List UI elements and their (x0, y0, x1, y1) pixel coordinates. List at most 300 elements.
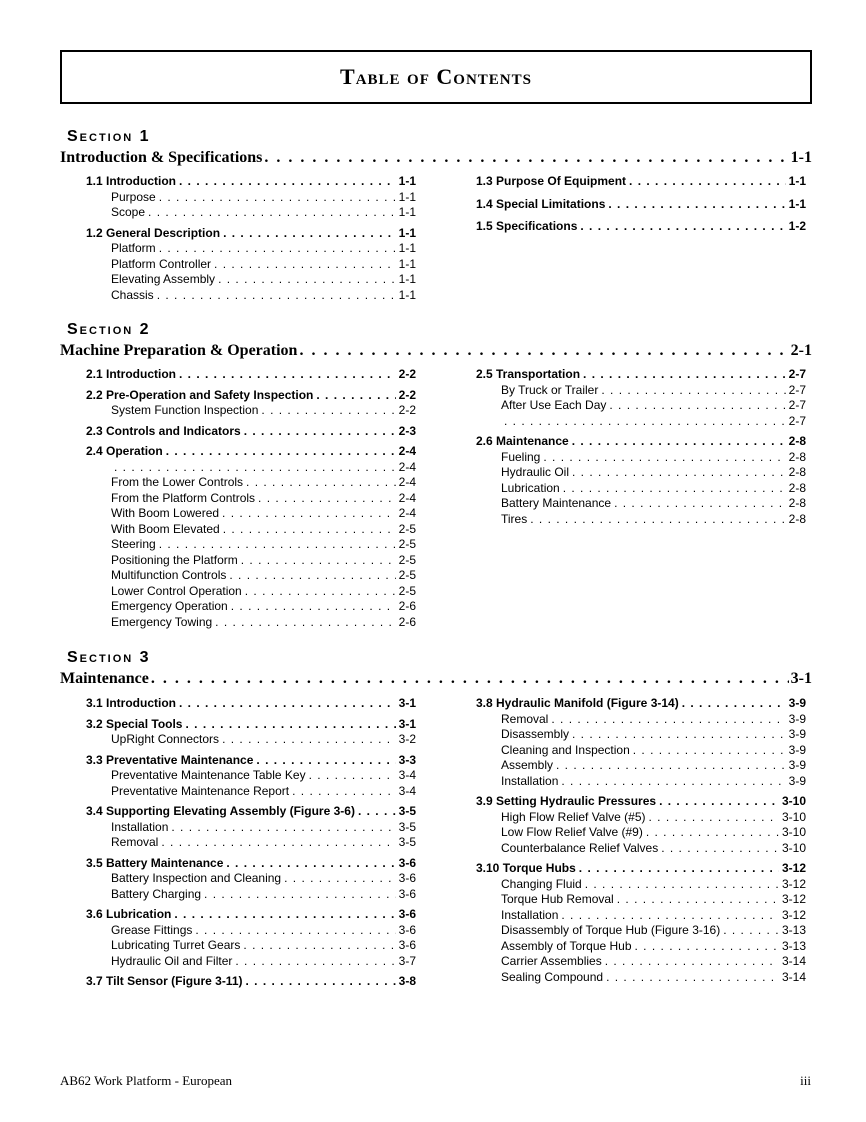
toc-entry[interactable] (476, 434, 806, 450)
leader-dots (151, 670, 789, 688)
toc-entry[interactable] (86, 804, 416, 820)
leader-dots (243, 938, 395, 954)
leader-dots (114, 460, 396, 476)
toc-subentry[interactable] (476, 465, 806, 481)
leader-dots (148, 205, 396, 221)
toc-entry-page: 3-6 (398, 871, 416, 885)
toc-entry-page: 2-4 (398, 475, 416, 489)
section-3-left-column (86, 696, 416, 990)
toc-entry-title: With Boom Lowered (111, 506, 220, 520)
toc-entry[interactable] (86, 388, 416, 404)
toc-entry-title: Disassembly of Torque Hub (Figure 3-16) (501, 923, 721, 937)
toc-subentry[interactable] (476, 414, 806, 430)
leader-dots (723, 923, 779, 939)
toc-entry-title: 1.4 Special Limitations (476, 196, 606, 211)
section-2-title-line[interactable] (60, 342, 812, 360)
toc-entry[interactable] (476, 367, 806, 383)
toc-entry-page: 3-5 (398, 804, 416, 818)
toc-subentry[interactable] (476, 810, 806, 826)
toc-entry-title: Battery Maintenance (501, 496, 612, 510)
leader-dots (284, 871, 396, 887)
toc-subentry[interactable] (476, 743, 806, 759)
toc-entry-title: 1.2 General Description (86, 225, 221, 240)
leader-dots (179, 696, 396, 712)
toc-entry-title: Lubrication (501, 480, 560, 495)
toc-entry-title: With Boom Elevated (111, 521, 220, 536)
leader-dots (572, 434, 786, 450)
toc-subentry[interactable] (476, 512, 806, 528)
toc-entry[interactable] (86, 444, 416, 460)
toc-entry-title: Counterbalance Relief Valves (501, 840, 659, 855)
toc-entry-title: 3.9 Setting Hydraulic Pressures (476, 794, 657, 808)
leader-dots (580, 219, 785, 235)
toc-entry-page: 2-4 (398, 506, 416, 520)
toc-entry-page: 3-3 (398, 752, 416, 767)
toc-entry-title: 2.6 Maintenance (476, 434, 569, 448)
toc-entry-title: High Flow Relief Valve (#5) (501, 809, 646, 824)
toc-entry-page: 3-9 (788, 711, 806, 726)
toc-title-box (60, 50, 812, 104)
toc-entry-page: 3-8 (398, 974, 416, 988)
toc-entry-page: 3-13 (781, 938, 806, 953)
section-3-title-line[interactable] (60, 670, 812, 688)
toc-entry-page: 3-7 (398, 953, 416, 968)
section-3-title: Maintenance (60, 670, 149, 687)
leader-dots (563, 481, 786, 497)
toc-subentry[interactable] (476, 712, 806, 728)
toc-subentry[interactable] (86, 568, 416, 584)
leader-dots (261, 403, 395, 419)
toc-entry-page: 1-1 (788, 196, 806, 211)
toc-entry-title: Chassis (111, 287, 154, 302)
leader-dots (264, 149, 788, 167)
leader-dots (585, 877, 779, 893)
leader-dots (614, 496, 786, 512)
toc-entry-page: 2-5 (398, 521, 416, 536)
toc-entry-page: 2-6 (398, 614, 416, 629)
leader-dots (218, 272, 396, 288)
section-1-title-line[interactable] (60, 149, 812, 167)
toc-entry-title: From the Lower Controls (111, 475, 244, 489)
toc-entry-page: 3-2 (398, 732, 416, 746)
leader-dots (601, 383, 785, 399)
toc-subentry[interactable] (476, 923, 806, 939)
toc-subentry[interactable] (86, 768, 416, 784)
leader-dots (159, 241, 396, 257)
leader-dots (231, 599, 396, 615)
toc-entry-page: 1-1 (398, 205, 416, 219)
leader-dots (609, 398, 785, 414)
toc-entry-page: 2-5 (398, 583, 416, 598)
toc-entry[interactable] (476, 794, 806, 810)
toc-subentry[interactable] (86, 732, 416, 748)
toc-entry-page: 1-2 (788, 219, 806, 233)
toc-entry-title: Fueling (501, 449, 541, 464)
section-3-label: Section 3 (67, 649, 151, 666)
toc-subentry[interactable] (476, 939, 806, 955)
toc-entry-page: 3-6 (398, 855, 416, 870)
toc-subentry[interactable] (86, 938, 416, 954)
toc-subentry[interactable] (86, 871, 416, 887)
toc-entry-title: 3.3 Preventative Maintenance (86, 752, 254, 767)
leader-dots (682, 696, 786, 712)
toc-entry-title: Removal (111, 835, 159, 849)
leader-dots (195, 923, 395, 939)
leader-dots (556, 758, 786, 774)
toc-entry-page: 2-8 (788, 465, 806, 479)
toc-entry-title: 2.2 Pre-Operation and Safety Inspection (86, 387, 314, 402)
section-1-label: Section 1 (67, 128, 151, 145)
leader-dots (215, 615, 395, 631)
toc-entry-page: 2-8 (788, 511, 806, 526)
toc-entry-page: 1-1 (398, 256, 416, 271)
leader-dots (608, 197, 785, 213)
toc-subentry[interactable] (476, 908, 806, 924)
toc-entry-page: 3-13 (781, 923, 806, 937)
toc-subentry[interactable] (476, 727, 806, 743)
toc-subentry[interactable] (86, 257, 416, 273)
toc-entry-title: 1.1 Introduction (86, 174, 176, 188)
toc-subentry[interactable] (86, 599, 416, 615)
toc-entry-title: Lubricating Turret Gears (111, 938, 241, 952)
leader-dots (605, 954, 779, 970)
leader-dots (543, 450, 785, 466)
leader-dots (241, 553, 396, 569)
toc-subentry[interactable] (476, 892, 806, 908)
leader-dots (214, 257, 396, 273)
toc-entry-page: 2-7 (788, 398, 806, 412)
leader-dots (583, 367, 786, 383)
section-2-label: Section 2 (67, 321, 151, 338)
toc-entry-title: 3.8 Hydraulic Manifold (Figure 3-14) (476, 696, 679, 710)
leader-dots (551, 712, 785, 728)
toc-entry[interactable] (86, 424, 416, 440)
toc-entry-page: 1-1 (398, 272, 416, 286)
leader-dots (222, 506, 396, 522)
leader-dots (358, 804, 396, 820)
toc-entry-title: 1.3 Purpose Of Equipment (476, 174, 627, 188)
toc-entry-page: 3-10 (781, 825, 806, 839)
leader-dots (579, 861, 779, 877)
leader-dots (166, 444, 396, 460)
toc-entry-page: 3-12 (781, 907, 806, 922)
toc-entry-title: Steering (111, 537, 156, 551)
leader-dots (245, 584, 396, 600)
toc-entry-title: Preventative Maintenance Table Key (111, 768, 306, 782)
toc-entry-page: 2-7 (788, 367, 806, 381)
toc-entry-title: 3.10 Torque Hubs (476, 861, 576, 875)
leader-dots (222, 732, 396, 748)
leader-dots (159, 190, 396, 206)
leader-dots (229, 568, 395, 584)
toc-entry-title: System Function Inspection (111, 403, 259, 417)
toc-subentry[interactable] (86, 923, 416, 939)
section-3-page: 3-1 (790, 670, 812, 687)
toc-subentry[interactable] (86, 205, 416, 221)
toc-entry-page: 3-9 (788, 696, 806, 710)
leader-dots (246, 974, 396, 990)
toc-entry-page: 2-8 (788, 480, 806, 495)
leader-dots (185, 717, 395, 733)
toc-subentry[interactable] (86, 522, 416, 538)
leader-dots (629, 174, 786, 190)
toc-subentry[interactable] (476, 841, 806, 857)
toc-entry-title: By Truck or Trailer (501, 382, 599, 397)
leader-dots (316, 388, 395, 404)
toc-subentry[interactable] (86, 820, 416, 836)
toc-entry-page: 3-14 (781, 969, 806, 984)
toc-entry-title: UpRight Connectors (111, 732, 220, 746)
toc-subentry[interactable] (86, 835, 416, 851)
toc-entry-title: Platform (111, 241, 156, 255)
toc-entry-page: 2-2 (398, 387, 416, 402)
leader-dots (258, 491, 396, 507)
toc-entry-title: Installation (501, 773, 559, 788)
toc-entry-title: Multifunction Controls (111, 568, 227, 582)
toc-entry-page: 3-1 (398, 716, 416, 731)
toc-entry-page: 3-6 (398, 886, 416, 901)
toc-entry-page: 3-12 (781, 861, 806, 875)
toc-subentry[interactable] (86, 475, 416, 491)
toc-subentry[interactable] (476, 758, 806, 774)
toc-entry-title: Carrier Assemblies (501, 954, 602, 968)
leader-dots (223, 522, 396, 538)
toc-subentry[interactable] (476, 481, 806, 497)
toc-entry[interactable] (476, 861, 806, 877)
toc-subentry[interactable] (476, 496, 806, 512)
toc-entry-title: Emergency Towing (111, 614, 213, 629)
toc-entry-page: 1-1 (398, 189, 416, 204)
section-2-right-column (476, 367, 806, 527)
toc-subentry[interactable] (476, 877, 806, 893)
toc-entry-page: 3-6 (398, 938, 416, 952)
toc-subentry[interactable] (86, 954, 416, 970)
toc-subentry[interactable] (476, 383, 806, 399)
toc-entry-title: 3.6 Lubrication (86, 907, 172, 921)
toc-entry-title: Grease Fittings (111, 922, 193, 937)
toc-subentry[interactable] (86, 288, 416, 304)
toc-entry[interactable] (86, 753, 416, 769)
toc-entry-page: 2-5 (398, 537, 416, 551)
page-title: Table of Contents (340, 64, 532, 89)
toc-entry-page: 2-4 (398, 459, 416, 474)
toc-entry-title: Battery Charging (111, 886, 202, 901)
toc-subentry[interactable] (476, 398, 806, 414)
leader-dots (633, 743, 786, 759)
toc-entry-title: Platform Controller (111, 256, 212, 271)
toc-entry-page: 3-12 (781, 876, 806, 891)
leader-dots (235, 954, 395, 970)
toc-entry[interactable] (86, 974, 416, 990)
toc-subentry[interactable] (86, 553, 416, 569)
toc-entry-page: 2-8 (788, 449, 806, 464)
toc-entry-title: 3.4 Supporting Elevating Assembly (Figure 3-6) (86, 804, 355, 818)
footer-document-title: AB62 Work Platform - European (60, 1073, 233, 1088)
leader-dots (617, 892, 779, 908)
toc-subentry[interactable] (86, 615, 416, 631)
toc-entry-title: Sealing Compound (501, 969, 604, 984)
toc-entry[interactable] (86, 907, 416, 923)
toc-entry-title: From the Platform Controls (111, 490, 256, 505)
section-1-right-column (476, 174, 806, 235)
leader-dots (504, 414, 786, 430)
toc-subentry[interactable] (476, 825, 806, 841)
toc-entry-page: 1-1 (398, 225, 416, 240)
toc-entry-page: 2-6 (398, 599, 416, 613)
toc-entry-page: 3-10 (781, 840, 806, 855)
leader-dots (161, 835, 395, 851)
toc-entry-title: Hydraulic Oil and Filter (111, 953, 233, 968)
leader-dots (606, 970, 779, 986)
leader-dots (309, 768, 396, 784)
toc-entry-title: Purpose (111, 189, 156, 204)
leader-dots (649, 810, 779, 826)
section-2-left-column (86, 367, 416, 630)
toc-entry-title: 2.1 Introduction (86, 367, 176, 381)
toc-entry-page: 2-8 (788, 434, 806, 448)
leader-dots (171, 820, 395, 836)
toc-entry-title: Installation (501, 907, 559, 922)
leader-dots (204, 887, 396, 903)
toc-entry-title: Battery Inspection and Cleaning (111, 871, 282, 885)
toc-entry-page: 2-5 (398, 568, 416, 582)
toc-subentry[interactable] (86, 537, 416, 553)
toc-entry[interactable] (476, 219, 806, 235)
toc-entry-page: 3-5 (398, 819, 416, 834)
toc-entry-title: Installation (111, 819, 169, 834)
leader-dots (572, 727, 786, 743)
toc-entry-title: 2.4 Operation (86, 444, 163, 458)
leader-dots (661, 841, 779, 857)
toc-entry-title: Emergency Operation (111, 599, 228, 613)
toc-entry-title: 3.5 Battery Maintenance (86, 855, 224, 870)
leader-dots (635, 939, 779, 955)
toc-entry-page: 3-14 (781, 954, 806, 968)
toc-entry-page: 3-5 (398, 835, 416, 849)
toc-subentry[interactable] (476, 774, 806, 790)
toc-subentry[interactable] (86, 241, 416, 257)
toc-entry-title: 1.5 Specifications (476, 219, 578, 233)
toc-entry-title: Positioning the Platform (111, 552, 238, 567)
toc-entry-title: Elevating Assembly (111, 272, 216, 286)
leader-dots (179, 367, 396, 383)
toc-entry-page: 2-7 (788, 382, 806, 397)
toc-entry[interactable] (476, 174, 806, 190)
toc-entry-title: Preventative Maintenance Report (111, 783, 290, 798)
toc-subentry[interactable] (86, 491, 416, 507)
toc-entry-page: 3-9 (788, 758, 806, 772)
toc-entry-page: 3-6 (398, 922, 416, 937)
leader-dots (256, 753, 395, 769)
toc-entry-page: 3-4 (398, 768, 416, 782)
leader-dots (299, 342, 788, 360)
section-1-title: Introduction & Specifications (60, 149, 263, 166)
toc-entry-page: 3-6 (398, 907, 416, 921)
leader-dots (159, 537, 396, 553)
leader-dots (572, 465, 786, 481)
toc-entry[interactable] (86, 856, 416, 872)
toc-entry[interactable] (86, 696, 416, 712)
toc-subentry[interactable] (86, 784, 416, 800)
toc-entry[interactable] (86, 367, 416, 383)
leader-dots (646, 825, 779, 841)
toc-entry[interactable] (476, 197, 806, 213)
toc-entry-page: 2-8 (788, 496, 806, 510)
toc-subentry[interactable] (476, 970, 806, 986)
toc-subentry[interactable] (86, 403, 416, 419)
toc-entry-title: 3.2 Special Tools (86, 716, 183, 731)
toc-entry-title: Assembly (501, 758, 554, 772)
toc-entry-title: After Use Each Day (501, 398, 607, 412)
toc-entry-title: Disassembly (501, 727, 570, 741)
leader-dots (157, 288, 396, 304)
toc-entry-page: 1-1 (398, 174, 416, 188)
toc-entry-page: 3-10 (781, 794, 806, 808)
toc-entry-title: Lower Control Operation (111, 583, 242, 598)
toc-subentry[interactable] (476, 450, 806, 466)
toc-entry-page: 2-2 (398, 367, 416, 381)
toc-entry-page: 3-4 (398, 783, 416, 798)
leader-dots (561, 908, 779, 924)
toc-entry-title: 2.5 Transportation (476, 367, 581, 381)
toc-entry-title: Changing Fluid (501, 876, 582, 891)
toc-entry-title: 3.1 Introduction (86, 696, 176, 710)
toc-subentry[interactable] (86, 584, 416, 600)
toc-entry-title: Cleaning and Inspection (501, 742, 630, 757)
leader-dots (223, 226, 396, 242)
toc-subentry[interactable] (86, 460, 416, 476)
section-1-page: 1-1 (790, 149, 812, 166)
toc-entry-page: 3-9 (788, 742, 806, 757)
section-2-title: Machine Preparation & Operation (60, 342, 298, 359)
footer-page-number: iii (800, 1073, 811, 1088)
leader-dots (174, 907, 395, 923)
toc-entry-page: 2-2 (398, 403, 416, 417)
toc-entry[interactable] (86, 174, 416, 190)
toc-subentry[interactable] (86, 506, 416, 522)
toc-entry-title: Torque Hub Removal (501, 892, 614, 906)
toc-entry-page: 2-4 (398, 490, 416, 505)
toc-entry-page: 2-3 (398, 423, 416, 438)
toc-entry[interactable] (86, 717, 416, 733)
leader-dots (561, 774, 785, 790)
toc-entry[interactable] (86, 226, 416, 242)
toc-entry-page: 3-9 (788, 727, 806, 741)
toc-subentry[interactable] (86, 190, 416, 206)
toc-entry-page: 2-4 (398, 444, 416, 458)
toc-entry-page: 3-1 (398, 696, 416, 710)
section-3-right-column (476, 696, 806, 985)
leader-dots (179, 174, 396, 190)
toc-subentry[interactable] (86, 272, 416, 288)
leader-dots (244, 424, 396, 440)
leader-dots (530, 512, 785, 528)
leader-dots (292, 784, 396, 800)
toc-subentry[interactable] (86, 887, 416, 903)
section-2-page: 2-1 (790, 342, 812, 359)
toc-entry-title: Scope (111, 205, 146, 219)
toc-entry[interactable] (476, 696, 806, 712)
toc-entry-title: Removal (501, 711, 549, 726)
toc-entry-page: 3-10 (781, 809, 806, 824)
toc-subentry[interactable] (476, 954, 806, 970)
toc-entry-title: Low Flow Relief Valve (#9) (501, 825, 643, 839)
toc-entry-title: Tires (501, 511, 528, 526)
toc-entry-page: 3-9 (788, 773, 806, 788)
toc-entry-page: 2-5 (398, 552, 416, 567)
toc-entry-title: Assembly of Torque Hub (501, 938, 632, 953)
toc-entry-title: 2.3 Controls and Indicators (86, 423, 241, 438)
